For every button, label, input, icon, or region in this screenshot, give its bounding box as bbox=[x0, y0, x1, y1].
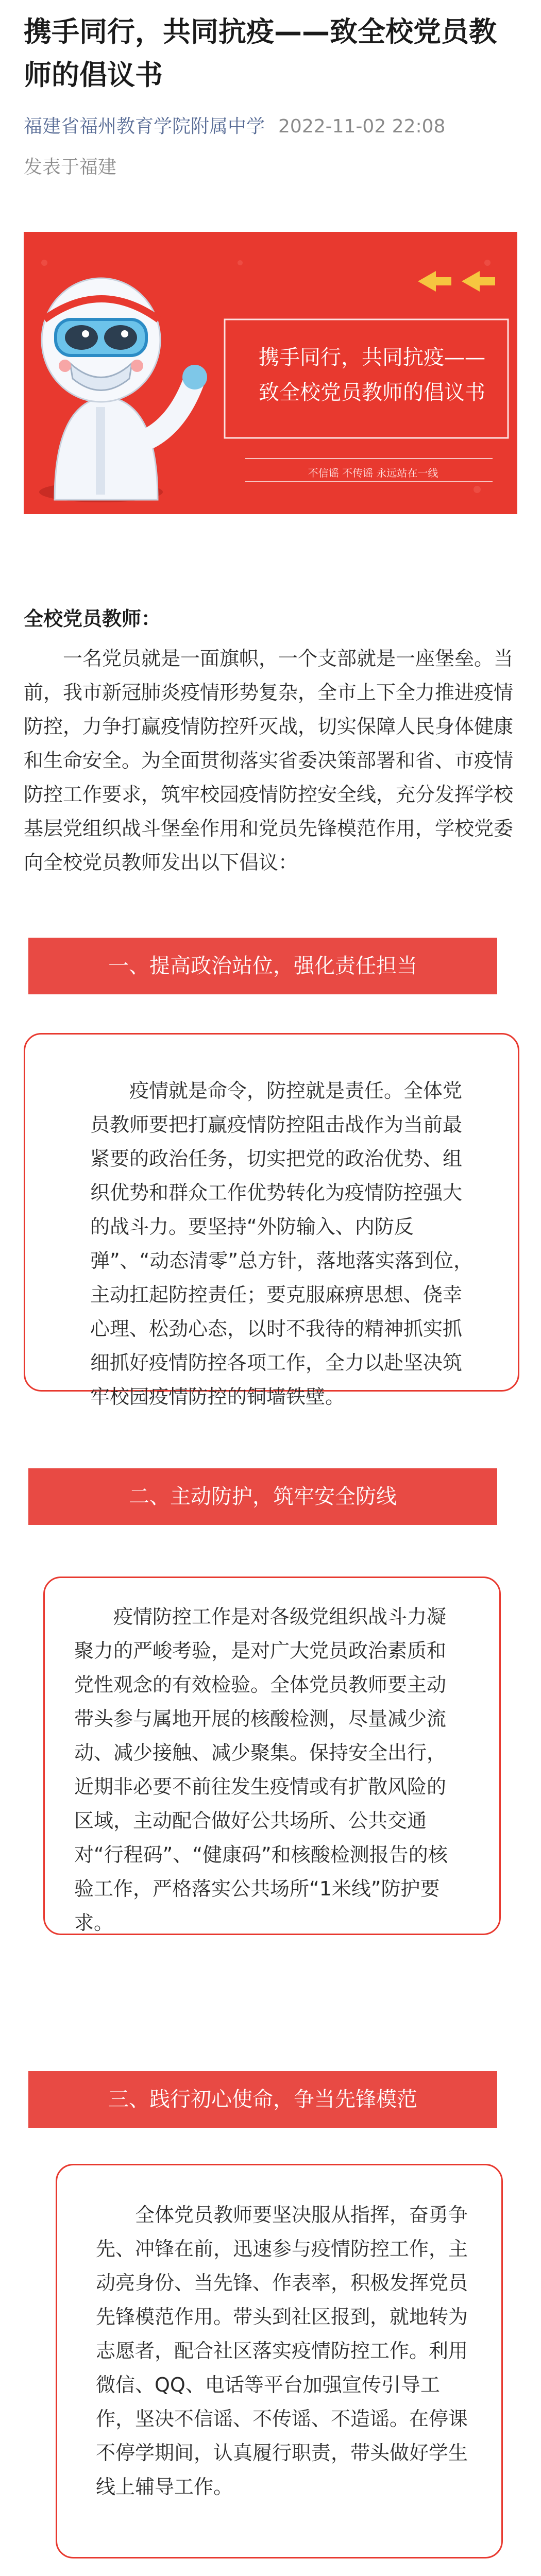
banner-title-line1: 携手同行，共同抗疫—— bbox=[259, 346, 485, 369]
banner-title bbox=[238, 340, 506, 410]
article-title: 携手同行，共同抗疫——致全校党员教师的倡议书 bbox=[24, 15, 497, 91]
section-frame-3 bbox=[56, 2164, 503, 2558]
section-heading-3: 三、践行初心使命，争当先锋模范 bbox=[28, 2071, 497, 2128]
publish-location: 发表于福建 bbox=[24, 157, 117, 178]
section-text-1: 疫情就是命令，防控就是责任。全体党员教师要把打赢疫情防控阻击战作为当前最紧要的政治任务，切实把党的政治优势、组织优势和群众工作优势转化为疫情防控强大的战斗力。要坚持“外防输入、内防反弹”、“动态清零”总方针，落地落实落到位，主动扛起防控责任；要克服麻痹思想、侥幸心理、松劲心态，以时不我待的精神抓实抓细抓好疫情防控各项工作，全力以赴坚决筑牢校园疫情防控的铜墙铁壁。 bbox=[90, 1079, 474, 1408]
cover-banner bbox=[24, 232, 517, 514]
account-name-link[interactable]: 福建省福州教育学院附属中学 bbox=[24, 116, 265, 137]
banner-title-line2: 致全校党员教师的倡议书 bbox=[259, 381, 485, 404]
section-text-3: 全体党员教师要坚决服从指挥，奋勇争先、冲锋在前，迅速参与疫情防控工作，主动亮身份、当先锋、作表率，积极发挥党员先锋模范作用。带头到社区报到，就地转为志愿者，配合社区落实疫情防控工作。利用微信、QQ、电话等平台加强宣传引导工作，坚决不信谣、不传谣、不造谣。在停课不停学期间，认真履行职责，带头做好学生线上辅导工作。 bbox=[96, 2204, 468, 2498]
intro-paragraph: 一名党员就是一面旗帜，一个支部就是一座堡垒。当前，我市新冠肺炎疫情形势复杂，全市上下全力推进疫情防控，力争打赢疫情防控歼灭战，切实保障人民身体健康和生命安全。为全面贯彻落实省委决策部署和省、市疫情防控工作要求，筑牢校园疫情防控安全线，充分发挥学校基层党组织战斗堡垒作用和党员先锋模范作用，学校党委向全校党员教师发出以下倡议： bbox=[24, 647, 514, 874]
section-frame-1 bbox=[24, 1033, 519, 1408]
section-text-2: 疫情防控工作是对各级党组织战斗力凝聚力的严峻考验，是对广大党员政治素质和党性观念的有效检验。全体党员教师要主动带头参与属地开展的核酸检测，尽量减少流动、减少接触、减少聚集。保持安全出行，近期非必要不前往发生疫情或有扩散风险的区域，主动配合做好公共场所、公共交通对“行程码”、“健康码”和核酸检测报告的核验工作，严格落实公共场所“1米线”防护要求。 bbox=[74, 1605, 448, 1934]
publish-date: 2022-11-02 22:08 bbox=[278, 116, 446, 137]
arrow-icon bbox=[418, 271, 495, 292]
article-meta bbox=[24, 112, 518, 141]
greeting: 全校党员教师： bbox=[24, 607, 161, 630]
banner-subtitle: 不信谣 不传谣 永远站在一线 bbox=[308, 467, 438, 479]
section-frame-2 bbox=[43, 1577, 501, 1935]
section-heading-2: 二、主动防护，筑牢安全防线 bbox=[28, 1468, 497, 1525]
section-heading-1: 一、提高政治站位，强化责任担当 bbox=[28, 938, 497, 994]
